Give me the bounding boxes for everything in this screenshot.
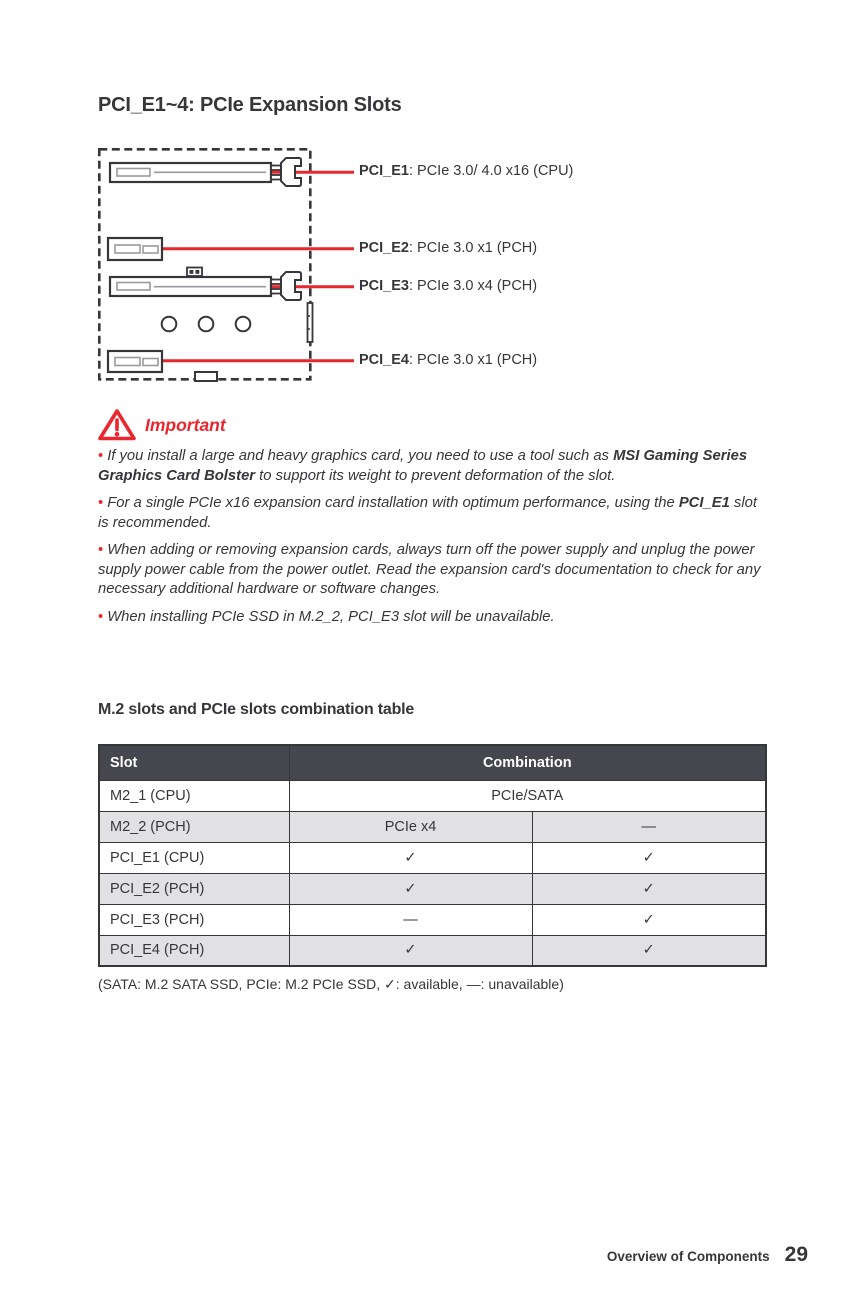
- important-heading: Important: [145, 414, 226, 435]
- combination-cell: ✓: [289, 935, 532, 966]
- slot-desc: : PCIe 3.0 x4 (PCH): [408, 278, 538, 294]
- slot-cell: PCI_E4 (PCH): [99, 935, 289, 966]
- combination-cell: ✓: [532, 935, 766, 966]
- column-header-combination: Combination: [289, 745, 766, 780]
- combination-cell: —: [289, 904, 532, 935]
- bullet-marker: •: [98, 542, 104, 558]
- combination-cell: ✓: [289, 873, 532, 904]
- pcie-slots-diagram: [98, 148, 798, 388]
- page-title: PCI_E1~4: PCIe Expansion Slots: [98, 94, 402, 116]
- combination-cell: PCIe x4: [289, 811, 532, 842]
- slot-label-pci-e4: [359, 352, 537, 368]
- bullet-marker: •: [98, 495, 104, 511]
- bullet-text-segment: For a single PCIe x16 expansion card installation with optimum performance, using the: [107, 495, 679, 511]
- bullet-text-segment: If you install a large and heavy graphics card, you need to use a tool such as: [107, 448, 614, 464]
- bullet-text-segment: slot is recommended.: [98, 495, 757, 531]
- slot-name: PCI_E3: [359, 278, 409, 294]
- combination-table: [98, 744, 767, 967]
- table-row: [99, 935, 766, 966]
- bullet-text-segment: When adding or removing expansion cards, always turn off the power supply and unplug the power supply power cable from the power outlet. Read the expansion card's documentation to check for any necessary additional hardware or software changes.: [98, 542, 761, 597]
- combination-table-body: [99, 780, 766, 966]
- pci-e4-slot: [108, 351, 162, 372]
- slot-cell: PCI_E3 (PCH): [99, 904, 289, 935]
- important-bullets: [98, 447, 762, 627]
- bullet-text-segment: PCI_E1: [678, 495, 730, 511]
- jumper-icon: [187, 268, 202, 277]
- table-row: [99, 811, 766, 842]
- motherboard-diagram-drawing: [98, 148, 360, 385]
- footer-page-number: 29: [784, 1243, 808, 1266]
- important-bullet: [98, 608, 762, 628]
- important-bullet: [98, 494, 762, 533]
- combination-cell: ✓: [532, 873, 766, 904]
- bullet-text-segment: When installing PCIe SSD in M.2_2, PCI_E3 slot will be unavailable.: [107, 608, 555, 625]
- important-section: [98, 407, 762, 635]
- slot-cell: PCI_E2 (PCH): [99, 873, 289, 904]
- table-row: [99, 904, 766, 935]
- bullet-marker: •: [98, 608, 104, 625]
- column-header-slot: Slot: [99, 745, 289, 780]
- board-outline: [99, 149, 310, 379]
- slot-desc: : PCIe 3.0/ 4.0 x16 (CPU): [408, 163, 574, 179]
- slot-cell: M2_1 (CPU): [99, 780, 289, 811]
- important-bullet: [98, 541, 762, 600]
- mounting-holes: [162, 317, 251, 332]
- bullet-marker: •: [98, 448, 104, 464]
- pci-e2-slot: [108, 238, 162, 260]
- edge-connector-icon: [308, 303, 313, 342]
- slot-cell: M2_2 (PCH): [99, 811, 289, 842]
- slot-name: PCI_E1: [359, 163, 409, 179]
- slot-name: PCI_E2: [359, 240, 409, 256]
- combination-cell: ✓: [289, 842, 532, 873]
- bullet-text-segment: MSI Gaming Series Graphics Card Bolster: [98, 448, 748, 484]
- slot-cell: PCI_E1 (CPU): [99, 842, 289, 873]
- combination-cell: PCIe/SATA: [289, 780, 766, 811]
- slot-desc: : PCIe 3.0 x1 (PCH): [408, 352, 538, 368]
- bottom-tab-icon: [195, 372, 217, 381]
- important-header: [98, 407, 762, 443]
- combination-table-section: [98, 701, 767, 993]
- combination-cell: ✓: [532, 904, 766, 935]
- slot-name: PCI_E4: [359, 352, 409, 368]
- table-row: [99, 873, 766, 904]
- slot-desc: : PCIe 3.0 x1 (PCH): [408, 240, 538, 256]
- page-footer: [607, 1243, 808, 1267]
- table-header-row: [99, 745, 766, 780]
- combination-cell: ✓: [532, 842, 766, 873]
- table-footnote: (SATA: M.2 SATA SSD, PCIe: M.2 PCIe SSD, ✓: available, —: unavailable): [98, 976, 564, 992]
- warning-triangle-icon: [98, 407, 136, 443]
- slot-label-pci-e1: [359, 163, 573, 179]
- table-row: [99, 780, 766, 811]
- combination-cell: —: [532, 811, 766, 842]
- bullet-text-segment: to support its weight to prevent deformation of the slot.: [255, 467, 616, 484]
- table-row: [99, 842, 766, 873]
- table-heading: M.2 slots and PCIe slots combination table: [98, 701, 415, 718]
- slot-label-pci-e2: [359, 240, 537, 256]
- slot-label-pci-e3: [359, 278, 537, 294]
- important-bullet: [98, 447, 762, 486]
- footer-section-title: Overview of Components: [606, 1249, 770, 1264]
